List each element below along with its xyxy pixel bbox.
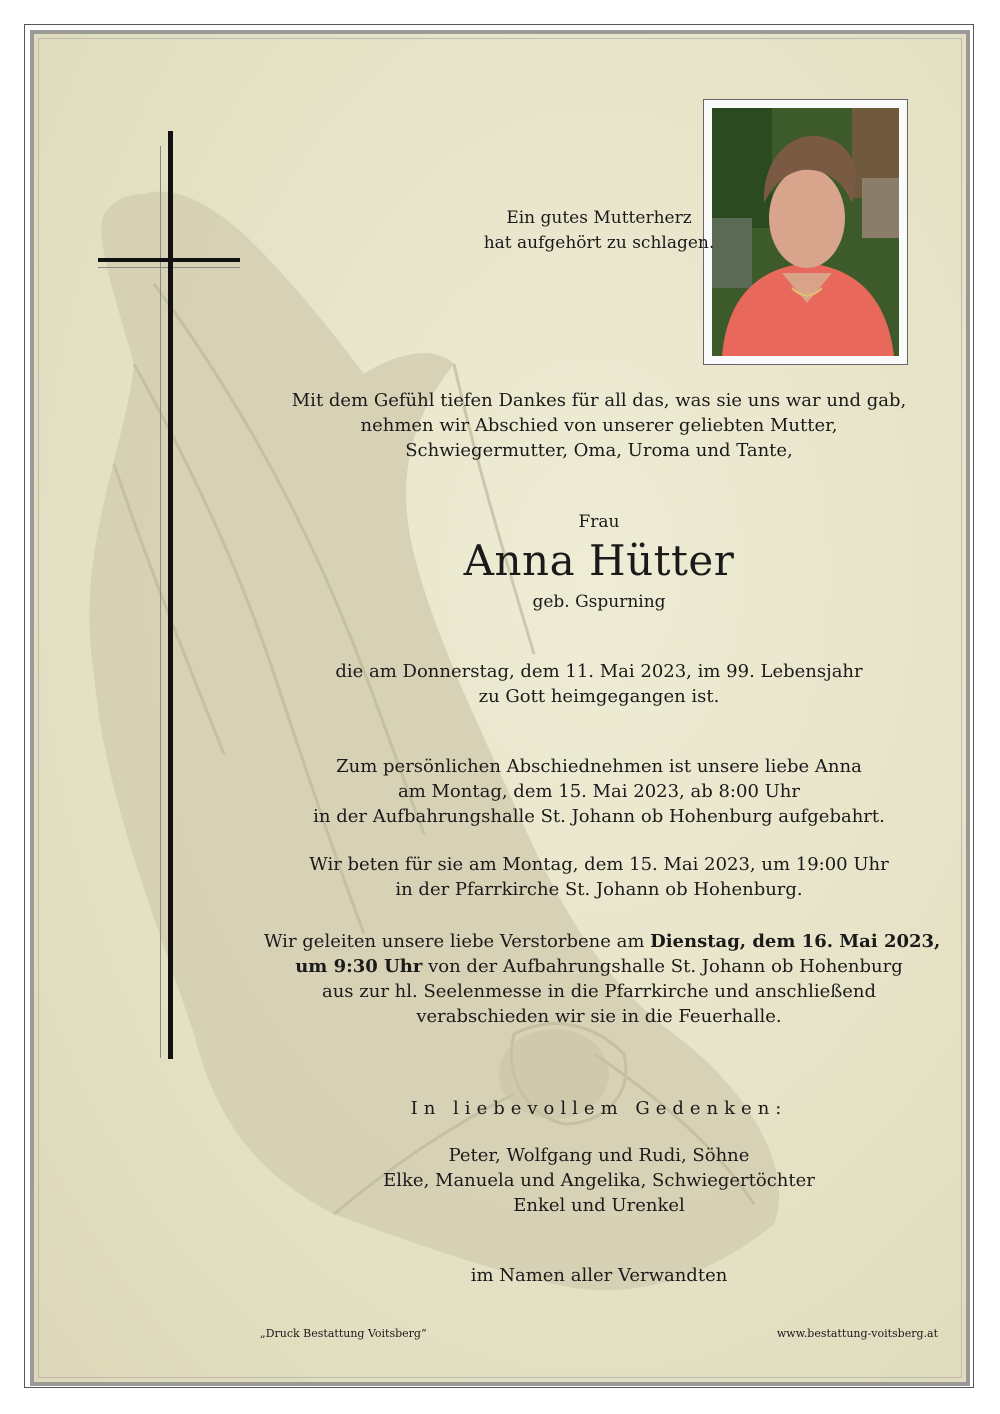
death-line-2: zu Gott heimgegangen ist. (478, 686, 720, 707)
cross-horizontal-bar (98, 258, 240, 262)
family-line-grandchildren: Enkel und Urenkel (513, 1195, 685, 1216)
birth-name-block (264, 590, 934, 615)
family-line-daughters-in-law: Elke, Manuela und Angelika, Schwiegertöchter (383, 1170, 815, 1191)
prayer-line-1: Wir beten für sie am Montag, dem 15. Mai 2023, um 19:00 Uhr (309, 854, 889, 875)
viewing-line-1: Zum persönlichen Abschiednehmen ist unsere liebe Anna (336, 756, 862, 777)
family-list (264, 1143, 934, 1218)
prayer-notice (264, 852, 934, 902)
birth-name: geb. Gspurning (532, 592, 666, 612)
deceased-name-block (264, 536, 934, 586)
farewell-paragraph (264, 388, 934, 463)
closing-block (264, 1263, 934, 1288)
intro-line-1: Ein gutes Mutterherz (506, 208, 692, 228)
death-notice (264, 659, 934, 709)
cross-vertical-bar (168, 131, 173, 1059)
death-line-1: die am Donnerstag, dem 11. Mai 2023, im 99. Lebensjahr (335, 661, 863, 682)
funeral-line-4: verabschieden wir sie in die Feuerhalle. (416, 1006, 782, 1027)
viewing-line-3: in der Aufbahrungshalle St. Johann ob Hohenburg aufgebahrt. (313, 806, 885, 827)
farewell-line-1: Mit dem Gefühl tiefen Dankes für all das, was sie uns war und gab, (291, 390, 907, 411)
funeral-line-2-suffix: von der Aufbahrungshalle St. Johann ob Hohenburg (422, 956, 903, 977)
family-line-sons: Peter, Wolfgang und Rudi, Söhne (448, 1145, 750, 1166)
funeral-line-3: aus zur hl. Seelenmesse in die Pfarrkirche und anschließend (321, 981, 877, 1002)
memory-heading: In liebevollem Gedenken: (410, 1098, 788, 1119)
intro-line-2: hat aufgehört zu schlagen. (483, 233, 715, 253)
deceased-name: Anna Hütter (463, 536, 735, 585)
salutation-text: Frau (578, 512, 620, 532)
obituary-card (30, 30, 970, 1386)
viewing-line-2: am Montag, dem 15. Mai 2023, ab 8:00 Uhr (397, 781, 800, 802)
funeral-line-2 (264, 954, 934, 979)
website-link[interactable]: www.bestattung-voitsberg.at (776, 1327, 938, 1340)
salutation (264, 510, 934, 535)
funeral-line-1 (264, 929, 941, 954)
funeral-time: um 9:30 Uhr (295, 956, 423, 977)
funeral-date: Dienstag, dem 16. Mai 2023, (650, 931, 941, 952)
viewing-notice (264, 754, 934, 829)
closing-text: im Namen aller Verwandten (470, 1265, 728, 1286)
prayer-line-2: in der Pfarrkirche St. Johann ob Hohenburg. (395, 879, 803, 900)
memory-heading-block (264, 1096, 934, 1121)
farewell-line-3: Schwiegermutter, Oma, Uroma und Tante, (405, 440, 793, 461)
intro-verse (264, 206, 934, 256)
printer-credit: „Druck Bestattung Voitsberg“ (260, 1327, 427, 1340)
cross-shadow-line (160, 146, 161, 1058)
farewell-line-2: nehmen wir Abschied von unserer geliebten Mutter, (360, 415, 838, 436)
funeral-line-1-prefix: Wir geleiten unsere liebe Verstorbene am (264, 931, 651, 952)
funeral-notice (264, 929, 941, 1029)
